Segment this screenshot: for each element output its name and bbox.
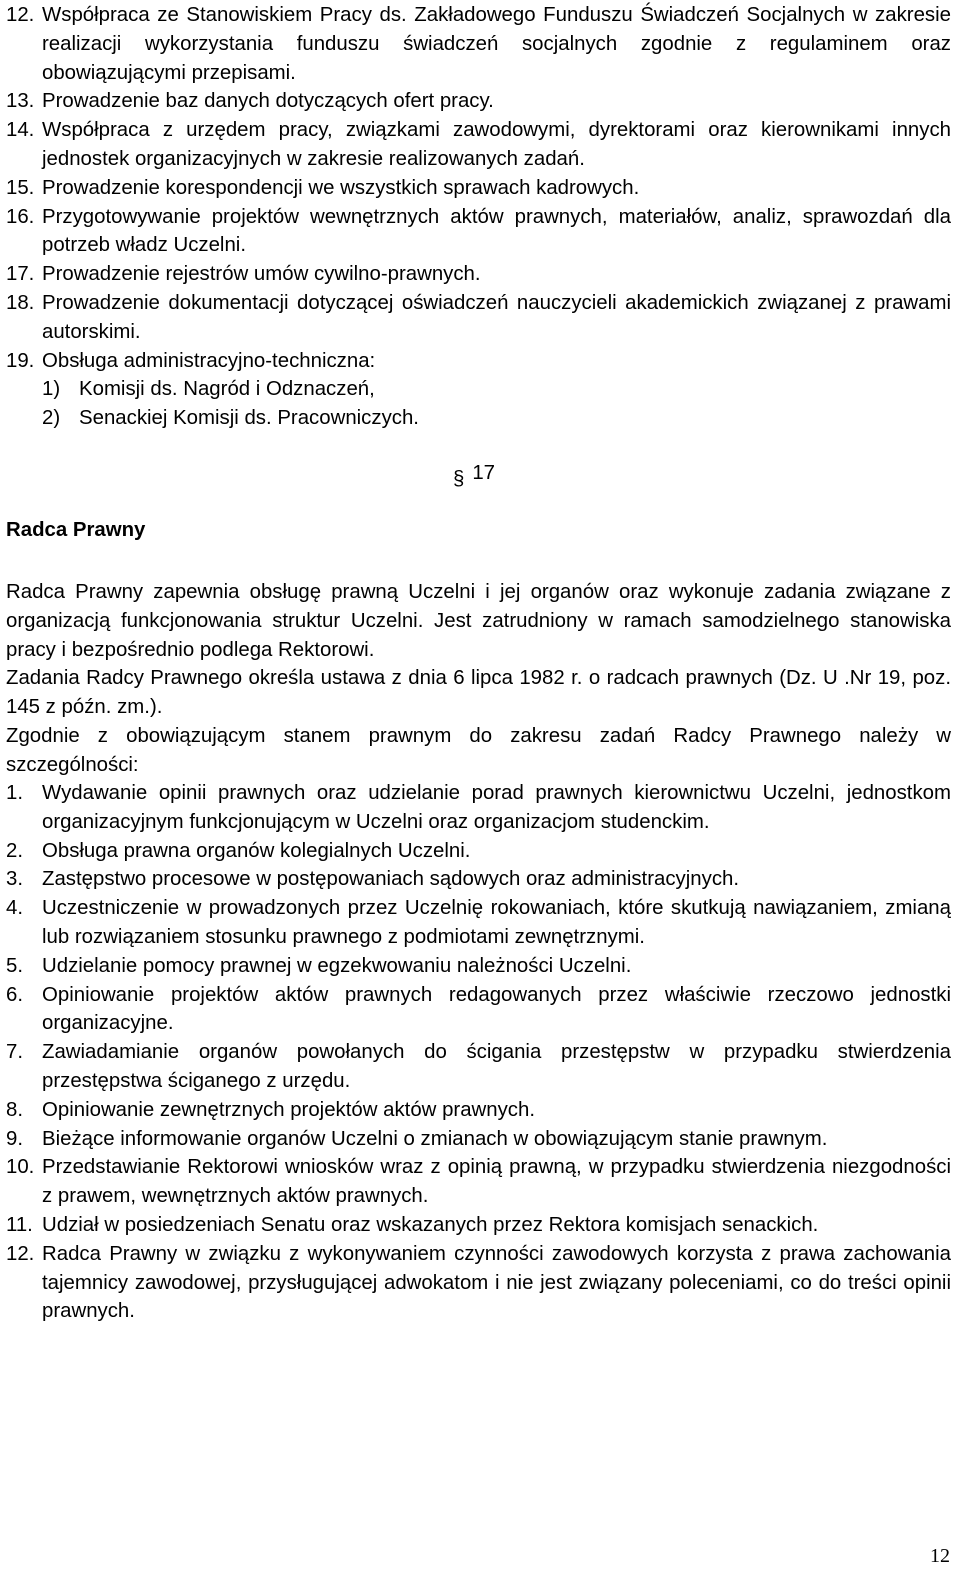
intro-paragraph: Zgodnie z obowiązującym stanem prawnym do zakresu zadań Radcy Prawnego należy w szczególności: [6,724,951,776]
sublist-text: Komisji ds. Nagród i Odznaczeń, [79,378,375,401]
item-text: Opiniowanie zewnętrznych projektów aktów prawnych. [42,1098,536,1121]
duties-list-bottom [6,779,951,1326]
sublist-item [42,404,951,433]
item-text: Udział w posiedzeniach Senatu oraz wskazanych przez Rektora komisjach senackich. [42,1213,819,1236]
list-item [6,894,951,952]
list-item [6,837,951,866]
list-item [6,260,951,289]
item-number: 8. [6,1098,24,1121]
list-item [6,981,951,1039]
item-text: Bieżące informowanie organów Uczelni o zmianach w obowiązującym stanie prawnym. [42,1127,828,1150]
item-text: Prowadzenie dokumentacji dotyczącej oświadczeń nauczycieli akademickich związanej z prawami autorskimi. [42,291,951,343]
item-text: Opiniowanie projektów aktów prawnych redagowanych przez właściwie rzeczowo jednostki organizacyjne. [42,983,951,1035]
item-number: 6. [6,983,24,1006]
duties-list-top [6,1,951,433]
item-number: 5. [6,954,24,977]
list-item [6,779,951,837]
item-number: 2. [6,839,24,862]
list-item [6,865,951,894]
list-item [6,116,951,174]
item-number: 4. [6,897,24,920]
item-text: Zawiadamianie organów powołanych do ścigania przestępstw w przypadku stwierdzenia przestępstwa ściganego z urzędu. [42,1041,951,1092]
item-text: Wydawanie opinii prawnych oraz udzielanie porad prawnych kierownictwu Uczelni, jednostkom organizacyjnym funkcjonującym w Uczelni oraz organizacjom studenckim. [42,782,951,833]
item-number: 16. [6,205,35,228]
item-text: Zastępstwo procesowe w postępowaniach sądowych oraz administracyjnych. [42,868,740,891]
item-number: 13. [6,90,35,113]
intro-paragraph: Zadania Radcy Prawnego określa ustawa z dnia 6 lipca 1982 r. o radcach prawnych (Dz. U .Nr 19, poz. 145 z późn. zm.). [6,667,951,719]
item-text: Przygotowywanie projektów wewnętrznych aktów prawnych, materiałów, analiz, sprawozdań dla potrzeb władz Uczelni. [42,205,951,257]
item-number: 7. [6,1041,24,1064]
item-text: Przedstawianie Rektorowi wniosków wraz z opinią prawną, w przypadku stwierdzenia niezgodności z prawem, wewnętrznych aktów prawnych. [42,1156,951,1208]
section-intro [6,578,951,780]
list-item [6,1153,951,1211]
item-body [42,347,951,433]
item-number: 9. [6,1127,24,1150]
item-text: Prowadzenie baz danych dotyczących ofert pracy. [42,90,494,113]
list-item [6,1038,951,1096]
list-item [6,1,951,87]
item-text: Uczestniczenie w prowadzonych przez Uczelnię rokowaniach, które skutkują nawiązaniem, zmianą lub rozwiązaniem stosunku prawnego z podmiotami zewnętrznymi. [42,897,951,948]
list-item [6,952,951,981]
item-text: Obsługa prawna organów kolegialnych Uczelni. [42,839,471,862]
list-item [6,87,951,116]
sublist-text: Senackiej Komisji ds. Pracowniczych. [79,407,419,430]
list-item [6,174,951,203]
section-number: 17 [472,462,496,484]
item-text: Radca Prawny w związku z wykonywaniem czynności zawodowych korzysta z prawa zachowania tajemnicy zawodowej, przysługującej adwokatom i nie jest związany poleceniami, co do treści opinii prawnych. [42,1242,951,1323]
item-number: 17. [6,263,35,286]
sublist-number: 1) [42,378,61,401]
item-number: 3. [6,868,24,891]
item-text: Udzielanie pomocy prawnej w egzekwowaniu należności Uczelni. [42,954,632,977]
intro-paragraph: Radca Prawny zapewnia obsługę prawną Uczelni i jej organów oraz wykonuje zadania związane z organizacją funkcjonowania struktur Uczelni. Jest zatrudniony w ramach samodzielnego stanowiska pracy i bezpośrednio podlega Rektorowi. [6,581,951,661]
item-text: Obsługa administracyjno-techniczna: [42,349,376,372]
item-text: Prowadzenie rejestrów umów cywilno-prawnych. [42,263,481,286]
list-item [6,203,951,261]
item-number: 18. [6,291,35,314]
list-item [6,1211,951,1240]
list-item [6,347,951,433]
item-number: 15. [6,176,35,199]
list-item [6,1125,951,1154]
item-number: 11. [6,1213,33,1236]
item-number: 19. [6,349,35,372]
item-text: Współpraca ze Stanowiskiem Pracy ds. Zakładowego Funduszu Świadczeń Socjalnych w zakresie realizacji wykorzystania funduszu świadczeń socjalnych zgodnie z regulaminem oraz obowiązującymi przepisami. [42,4,951,84]
item-text: Prowadzenie korespondencji we wszystkich sprawach kadrowych. [42,176,640,199]
list-item [6,289,951,347]
section-symbol: § [453,468,465,490]
sublist-number: 2) [42,407,61,430]
page-number: 12 [930,1545,950,1567]
item-number: 12. [6,4,35,26]
section-heading: Radca Prawny [6,519,146,541]
item-number: 1. [6,782,24,804]
item-number: 10. [6,1156,35,1179]
item-number: 14. [6,119,35,142]
item-number: 12. [6,1242,35,1265]
list-item [6,1096,951,1125]
item-text: Współpraca z urzędem pracy, związkami zawodowymi, dyrektorami oraz kierownikami innych jednostek organizacyjnych w zakresie realizowanych zadań. [42,119,951,170]
list-item [6,1240,951,1326]
section-mark [453,462,496,490]
sublist-item [42,375,951,404]
